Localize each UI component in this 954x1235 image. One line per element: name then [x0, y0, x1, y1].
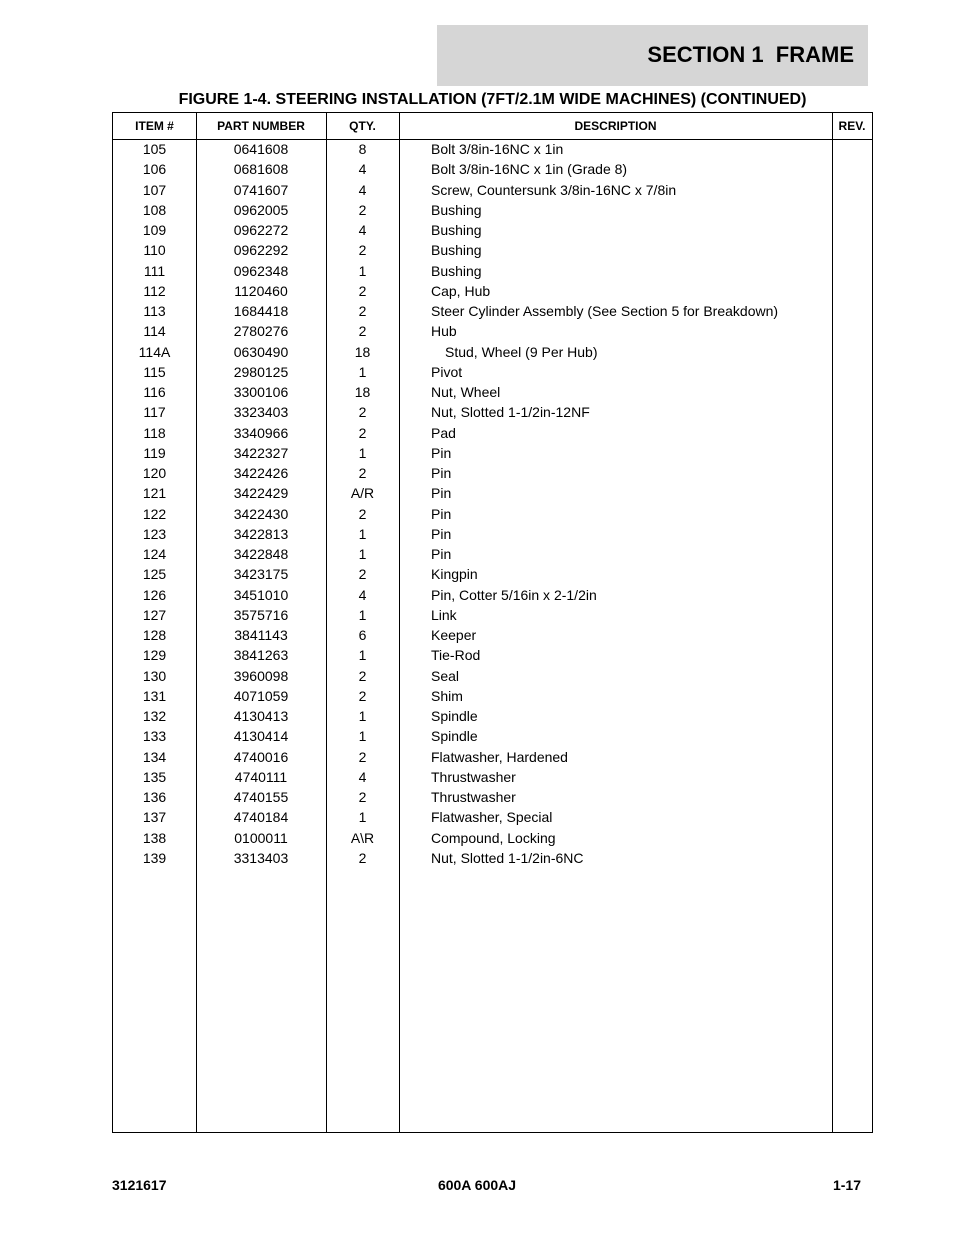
part-number: 3575716 [233, 606, 289, 623]
item-number: 133 [142, 728, 167, 745]
table-row [113, 747, 872, 767]
quantity: A/R [350, 485, 375, 502]
item-number: 129 [142, 647, 167, 664]
quantity: A\R [350, 829, 375, 846]
table-row [113, 828, 872, 848]
description: Link [431, 606, 457, 623]
quantity: 2 [358, 424, 367, 441]
item-number: 112 [143, 282, 166, 299]
item-number: 138 [142, 829, 167, 846]
item-number: 137 [142, 809, 167, 826]
item-number: 114A [138, 343, 171, 360]
section-title: SECTION 1 FRAME [647, 42, 854, 67]
table-row [113, 342, 872, 362]
table-row [113, 544, 872, 564]
part-number: 3841263 [233, 647, 289, 664]
description: Nut, Wheel [431, 384, 501, 400]
part-number: 3422426 [233, 465, 289, 481]
table-row [113, 261, 872, 281]
item-number: 117 [143, 404, 166, 421]
quantity: 18 [354, 384, 371, 400]
quantity: 1 [358, 262, 367, 279]
part-number: 3313403 [233, 849, 289, 866]
item-number: 109 [142, 222, 167, 238]
item-number: 121 [142, 485, 167, 502]
quantity: 1 [358, 546, 367, 562]
quantity: 1 [358, 606, 367, 623]
description: Stud, Wheel (9 Per Hub) [445, 343, 598, 360]
part-number: 3422813 [233, 525, 289, 542]
quantity: 18 [354, 343, 371, 360]
description: Pin, Cotter 5/16in x 2-1/2in [431, 586, 597, 603]
item-number: 115 [143, 363, 166, 380]
table-header [113, 113, 872, 140]
table-row [113, 382, 872, 402]
description: Pin [431, 505, 452, 522]
item-number: 136 [142, 789, 167, 805]
part-number: 3422430 [233, 505, 289, 522]
description: Flatwasher, Special [431, 809, 553, 826]
table-row [113, 706, 872, 726]
description: Nut, Slotted 1-1/2in-6NC [431, 849, 584, 866]
table-row [113, 362, 872, 382]
table-row [113, 504, 872, 524]
quantity: 4 [358, 161, 367, 178]
part-number: 0962292 [233, 242, 289, 259]
description: Hub [431, 323, 457, 340]
table-row [113, 301, 872, 321]
part-number: 4071059 [233, 687, 289, 704]
item-number: 127 [142, 606, 167, 623]
part-number: 0962348 [233, 262, 289, 279]
quantity: 2 [358, 242, 367, 259]
header-part-number: PART NUMBER [217, 119, 305, 133]
description: Thrustwasher [431, 789, 516, 805]
table-row [113, 200, 872, 220]
table-row [113, 585, 872, 605]
item-number: 131 [142, 687, 167, 704]
item-number: 110 [143, 242, 166, 259]
part-number: 0630490 [233, 343, 289, 360]
quantity: 4 [358, 586, 367, 603]
quantity: 2 [358, 465, 367, 481]
table-row [113, 605, 872, 625]
item-number: 122 [142, 505, 167, 522]
description: Bushing [431, 262, 482, 279]
part-number: 3300106 [233, 384, 289, 400]
quantity: 1 [358, 647, 367, 664]
description: Thrustwasher [431, 768, 516, 785]
part-number: 0641608 [233, 141, 289, 157]
description: Pivot [431, 363, 463, 380]
description: Bolt 3/8in-16NC x 1in [431, 141, 564, 157]
quantity: 4 [358, 181, 367, 198]
description: Pin [431, 525, 452, 542]
part-number: 2980125 [233, 363, 289, 380]
part-number: 0681608 [233, 161, 289, 178]
item-number: 139 [142, 849, 167, 866]
quantity: 2 [358, 323, 367, 340]
quantity: 2 [358, 849, 367, 866]
table-row [113, 240, 872, 260]
table-row [113, 807, 872, 827]
item-number: 118 [143, 424, 166, 441]
table-row [113, 564, 872, 584]
quantity: 1 [358, 809, 367, 826]
part-number: 3340966 [233, 424, 289, 441]
quantity: 2 [358, 789, 367, 805]
table-row [113, 159, 872, 179]
item-number: 119 [143, 444, 166, 461]
quantity: 2 [358, 566, 367, 583]
table-row [113, 666, 872, 686]
description: Seal [431, 667, 460, 684]
part-number: 3422327 [233, 444, 289, 461]
table-row [113, 524, 872, 544]
description: Bushing [431, 201, 482, 218]
item-number: 126 [142, 586, 167, 603]
quantity: 2 [358, 303, 367, 319]
quantity: 2 [358, 282, 367, 299]
item-number: 106 [142, 161, 167, 178]
quantity: 2 [358, 201, 367, 218]
table-row [113, 443, 872, 463]
footer-model: 600A 600AJ [437, 1177, 517, 1193]
quantity: 2 [358, 505, 367, 522]
quantity: 2 [358, 667, 367, 684]
footer-document-number: 3121617 [112, 1177, 167, 1193]
description: Keeper [431, 627, 477, 643]
table-row [113, 220, 872, 240]
item-number: 130 [142, 667, 167, 684]
header-qty: QTY. [349, 119, 376, 133]
item-number: 116 [143, 384, 166, 400]
description: Bushing [431, 242, 482, 259]
table-row [113, 321, 872, 341]
table-row [113, 402, 872, 422]
part-number: 4740111 [234, 768, 288, 785]
table-row [113, 139, 872, 159]
parts-table [112, 112, 873, 1133]
item-number: 124 [142, 546, 167, 562]
description: Compound, Locking [431, 829, 556, 846]
part-number: 3423175 [233, 566, 289, 583]
part-number: 3960098 [233, 667, 289, 684]
quantity: 4 [358, 222, 367, 238]
table-row [113, 767, 872, 787]
quantity: 1 [358, 363, 367, 380]
description: Spindle [431, 708, 478, 724]
table-row [113, 281, 872, 301]
table-row [113, 686, 872, 706]
item-number: 128 [142, 627, 167, 643]
quantity: 2 [358, 748, 367, 765]
description: Flatwasher, Hardened [431, 748, 568, 765]
footer-page-number: 1-17 [832, 1177, 861, 1193]
item-number: 120 [142, 465, 167, 481]
item-number: 123 [142, 525, 167, 542]
description: Spindle [431, 728, 478, 745]
description: Shim [431, 687, 463, 704]
quantity: 4 [358, 768, 367, 785]
description: Pin [431, 444, 452, 461]
part-number: 3451010 [233, 586, 289, 603]
description: Screw, Countersunk 3/8in-16NC x 7/8in [431, 181, 677, 198]
item-number: 134 [142, 748, 167, 765]
part-number: 0741607 [233, 181, 289, 198]
description: Cap, Hub [431, 282, 491, 299]
item-number: 107 [142, 181, 167, 198]
quantity: 1 [358, 525, 367, 542]
item-number: 113 [143, 303, 166, 319]
quantity: 2 [358, 687, 367, 704]
header-item: ITEM # [135, 119, 174, 133]
part-number: 4740155 [233, 789, 289, 805]
item-number: 125 [142, 566, 167, 583]
part-number: 0100011 [234, 829, 288, 846]
table-row [113, 787, 872, 807]
part-number: 0962005 [233, 201, 289, 218]
table-row [113, 463, 872, 483]
table-row [113, 726, 872, 746]
item-number: 114 [143, 323, 166, 340]
description: Steer Cylinder Assembly (See Section 5 for Breakdown) [431, 303, 779, 319]
figure-title: FIGURE 1-4. STEERING INSTALLATION (7FT/2.1M WIDE MACHINES) (CONTINUED) [178, 91, 807, 108]
section-header-band [437, 25, 868, 86]
table-row [113, 848, 872, 868]
header-rev: REV. [838, 119, 866, 133]
description: Kingpin [431, 566, 478, 583]
table-row [113, 483, 872, 503]
description: Bolt 3/8in-16NC x 1in (Grade 8) [431, 161, 628, 178]
item-number: 111 [143, 262, 166, 279]
part-number: 3422848 [233, 546, 289, 562]
part-number: 3323403 [233, 404, 289, 421]
item-number: 108 [142, 201, 167, 218]
description: Pin [431, 546, 452, 562]
part-number: 4740016 [233, 748, 289, 765]
part-number: 2780276 [233, 323, 289, 340]
item-number: 135 [142, 768, 167, 785]
part-number: 3841143 [234, 627, 288, 643]
quantity: 8 [358, 141, 367, 157]
part-number: 3422429 [233, 485, 289, 502]
description: Pad [431, 424, 456, 441]
description: Pin [431, 485, 452, 502]
table-row [113, 645, 872, 665]
quantity: 6 [358, 627, 367, 643]
quantity: 2 [358, 404, 367, 421]
part-number: 4130413 [233, 708, 289, 724]
description: Bushing [431, 222, 482, 238]
header-description: DESCRIPTION [574, 119, 657, 133]
part-number: 4740184 [233, 809, 289, 826]
part-number: 0962272 [233, 222, 289, 238]
item-number: 132 [142, 708, 167, 724]
part-number: 4130414 [233, 728, 289, 745]
description: Tie-Rod [431, 647, 481, 664]
part-number: 1120460 [234, 282, 288, 299]
table-row [113, 180, 872, 200]
description: Nut, Slotted 1-1/2in-12NF [431, 404, 590, 421]
quantity: 1 [358, 708, 367, 724]
part-number: 1684418 [233, 303, 289, 319]
table-row [113, 625, 872, 645]
description: Pin [431, 465, 452, 481]
quantity: 1 [358, 444, 367, 461]
table-row [113, 423, 872, 443]
quantity: 1 [358, 728, 367, 745]
item-number: 105 [142, 141, 167, 157]
